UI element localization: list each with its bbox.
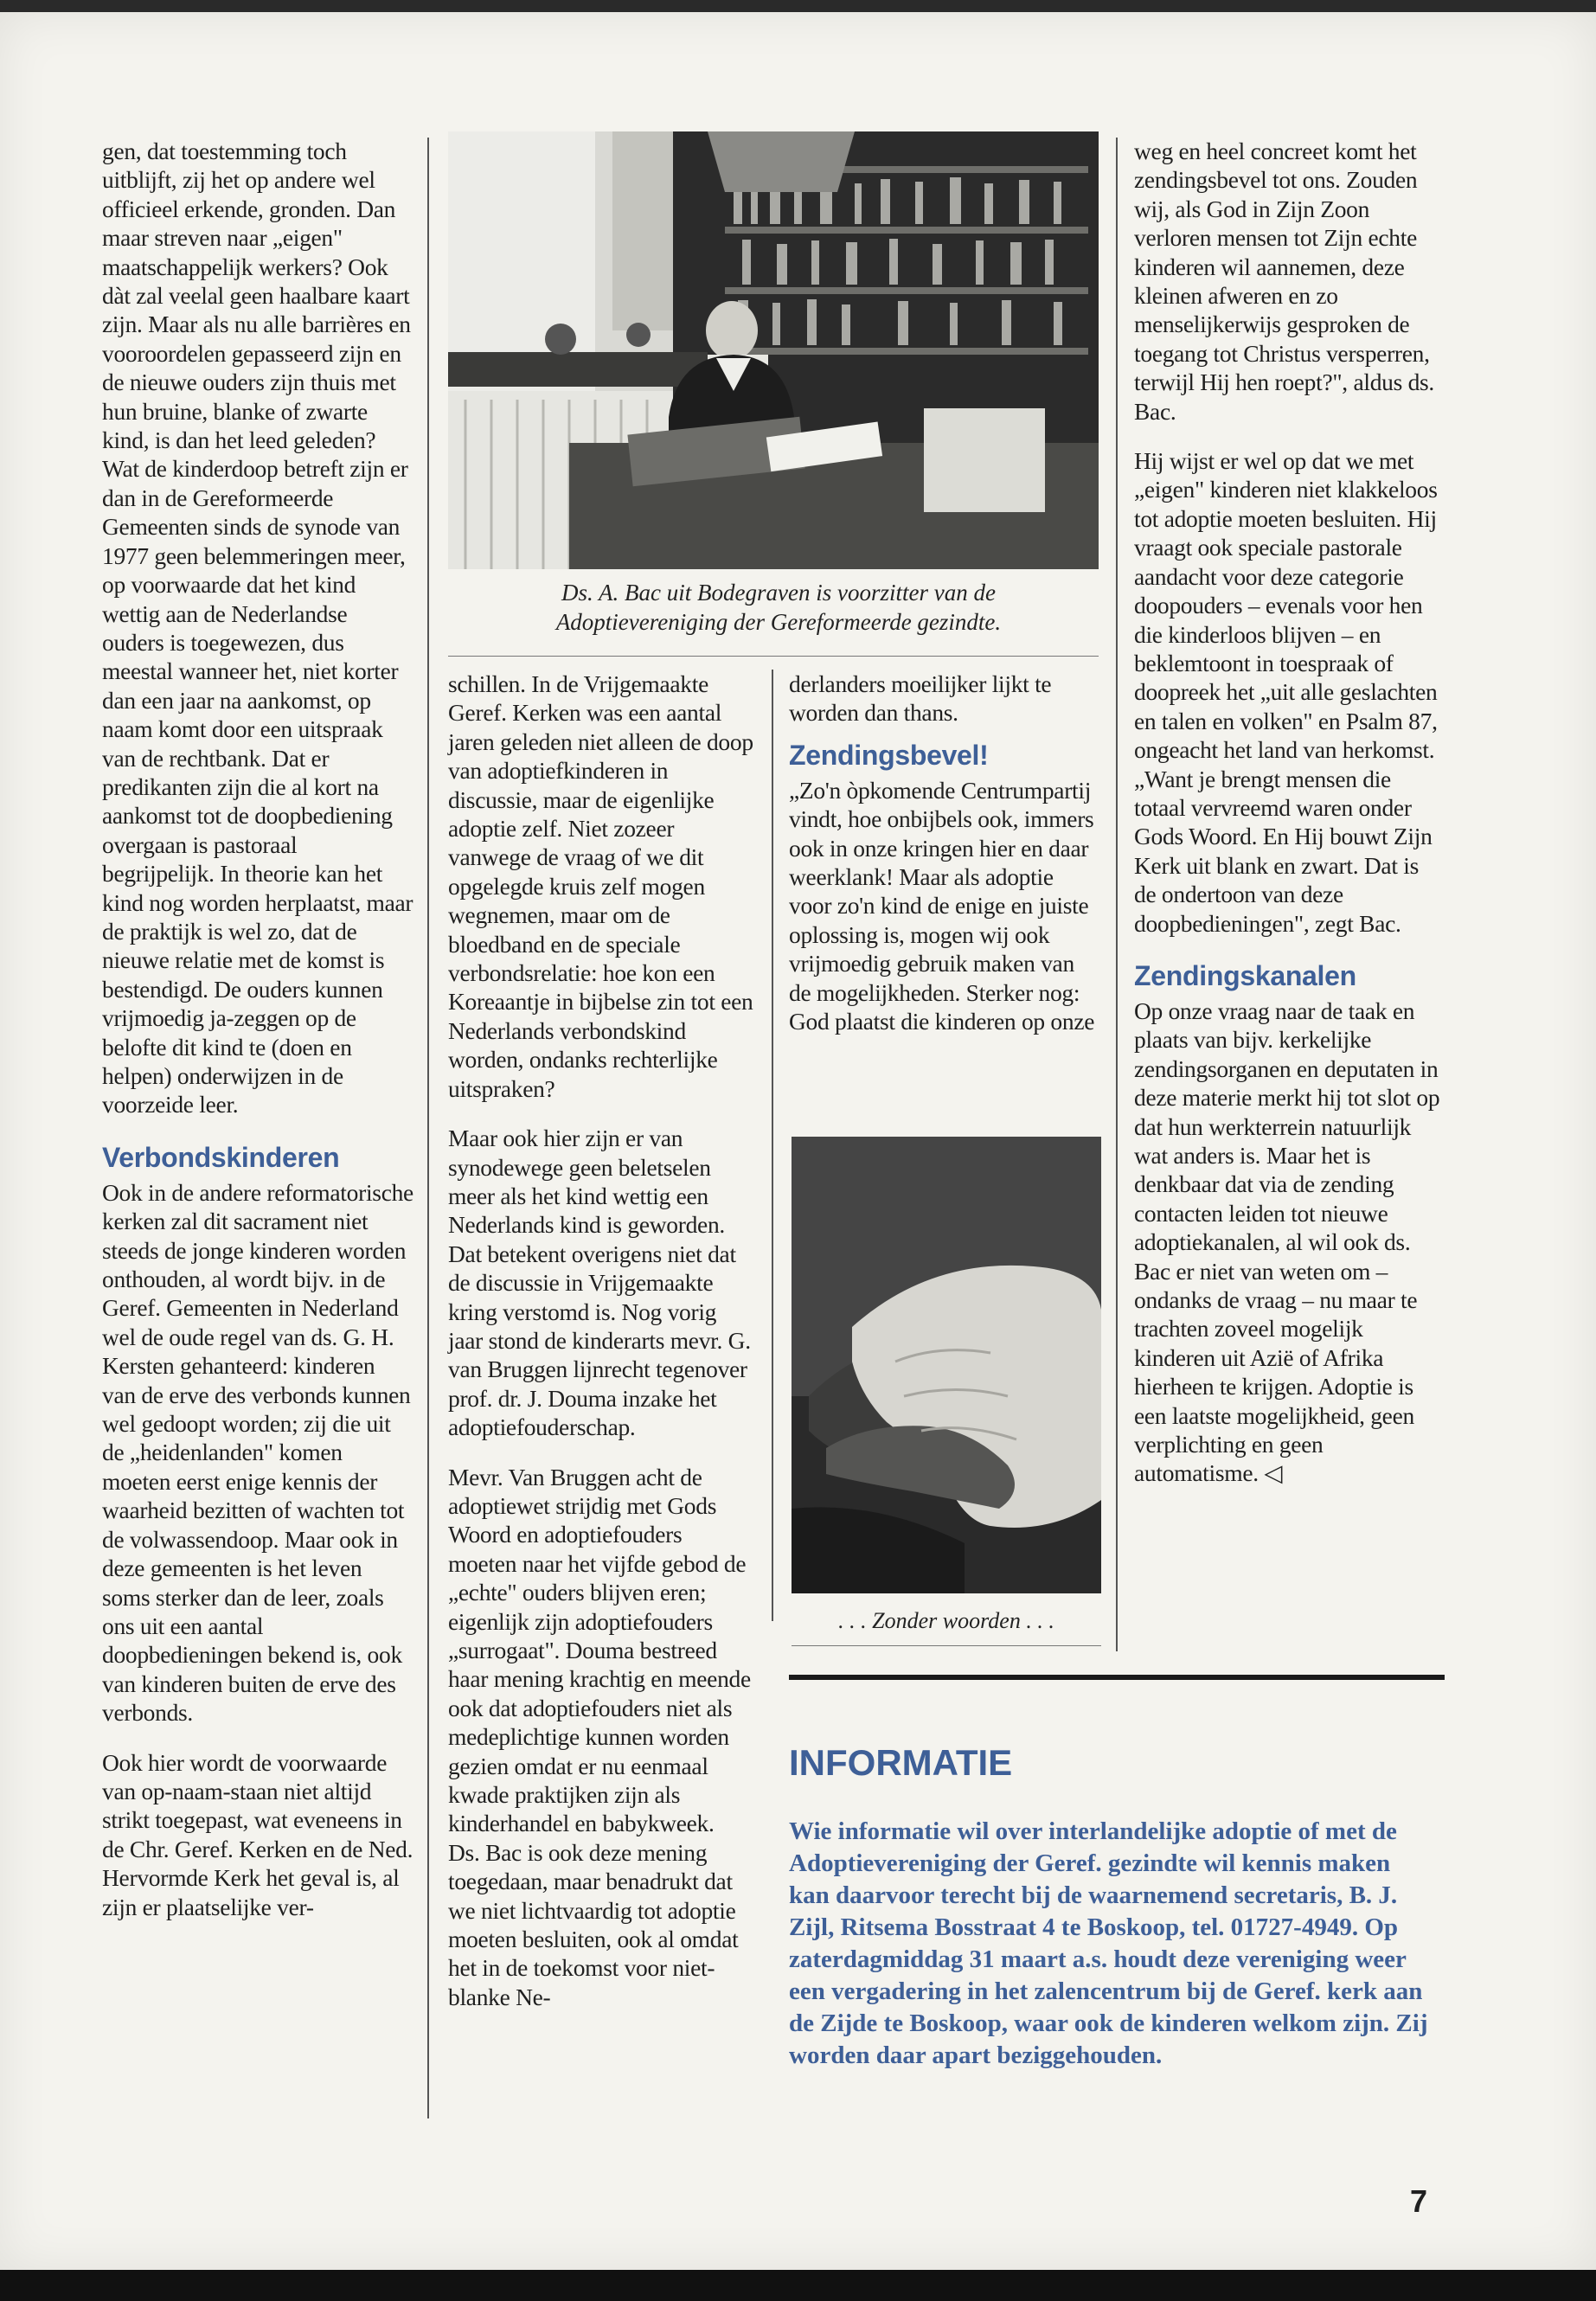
photo-hands (792, 1137, 1101, 1593)
col1-paragraph-2: Ook in de andere reformatorische kerken zal dit sacrament niet steeds de jonge kinderen worden onthouden, al wordt bijv. in de Geref. Gemeenten in Nederland wel de oude regel van ds. G. H. Kersten gehanteerd: kinderen van de erve des verbonds kunnen wel gedoopt worden; zij die uit de „heidenlanden" komen moeten eerst enige kennis der waarheid bezitten of wachten tot de volwassendoop. Maar ook in deze gemeenten is het leven soms sterker dan de leer, zoals ons uit een aantal doopbedieningen bekend is, ook van kinderen buiten de erve des verbonds. (102, 1178, 413, 1727)
col4-paragraph-3: Op onze vraag naar de taak en plaats van bijv. kerkelijke zendingsorganen en deputaten in deze materie merkt hij tot slot op dat hun werkterrein natuurlijk wat anders is. Maar het is denkbaar dat via de zending contacten leiden tot nieuwe adoptiekanalen, al wil ook ds. Bac er niet van weten om – ondanks de vraag – nu maar te trachten zoveel mogelijk kinderen uit Azië of Afrika hierheen te krijgen. Adoptie is een laatste mogelijkheid, geen verplichting en geen automatisme. ◁ (1134, 997, 1440, 1487)
col2-paragraph-1: schillen. In de Vrijgemaakte Geref. Kerken was een aantal jaren geleden niet alleen de doop van adoptiefkinderen in discussie, maar de eigenlijke adoptie zelf. Niet zozeer vanwege de vraag of we dit opgelegde kruis zelf mogen wegnemen, maar om de bloedband en de speciale verbondsrelatie: hoe kon een Koreaantje in bijbelse zin tot een Nederlands verbondskind worden, ondanks rechterlijke uitspraken? (448, 670, 753, 1102)
column-4 (1134, 137, 1445, 1509)
col3-paragraph-1: derlanders moeilijker lijkt te worden dan thans. (789, 670, 1052, 727)
info-title: INFORMATIE (789, 1742, 1013, 1783)
column-divider-3 (1116, 138, 1118, 1651)
column-3 (789, 670, 1100, 1056)
col2-paragraph-4: Ds. Bac is ook deze mening toegedaan, maar benadrukt dat we niet lichtvaardig tot adoptie moeten besluiten, ook al omdat het in de toekomst voor niet-blanke Ne- (448, 1838, 739, 2010)
caption-rule (448, 656, 1099, 657)
column-2 (448, 670, 756, 2032)
pastor-study-image (448, 131, 1099, 569)
col2-paragraph-3: Mevr. Van Bruggen acht de adoptiewet strijdig met Gods Woord en adoptiefouders moeten naar het vijfde gebod de „echte" ouders blijven eren; eigenlijk zijn adoptiefouders „surrogaat". Douma bestreed haar mening krachtig en meende ook dat adoptiefouders niet als medeplichtige kunnen worden gezien omdat er nu eenmaal kwade praktijken zijn als kinderhandel en babykweek. (448, 1463, 751, 1837)
col4-paragraph-2: Hij wijst er wel op dat we met „eigen" kinderen niet klakkeloos tot adoptie moeten besluiten. Hij vraagt ook speciale pastorale aandacht voor deze categorie doopouders – evenals voor hen die kinderloos blijven – en beklemtoont in toespraak of doopreek het „uit alle geslachten en talen en volken" en Psalm 87, ongeacht het land van herkomst. „Want je brengt mensen die totaal vervreemd waren onder Gods Woord. En Hij bouwt Zijn Kerk uit blank en zwart. Dat is de ondertoon van deze doopbedieningen", zegt Bac. (1134, 447, 1438, 937)
heading-zendingsbevel: Zendingsbevel! (789, 739, 989, 771)
column-divider-1 (427, 138, 429, 2118)
heading-zendingskanalen: Zendingskanalen (1134, 959, 1356, 991)
info-rule (789, 1675, 1445, 1680)
heading-verbondskinderen: Verbondskinderen (102, 1141, 340, 1173)
photo-hands-caption: . . . Zonder woorden . . . (838, 1608, 1054, 1633)
col1-paragraph-1: gen, dat toestemming toch uitblijft, zij het op andere wel officieel erkende, gronden. Dan maar streven naar „eigen" maatschappelijk werkers? Ook dàt zal veelal geen haalbare kaart zijn. Maar als nu alle barrières en vooroordelen gepasseerd zijn en de nieuwe ouders zijn thuis met hun bruine, blanke of zwarte kind, is dan het leed geleden? Wat de kinderdoop betreft zijn er dan in de Gereformeerde Gemeenten sinds de synode van 1977 geen belemmeringen meer, op voorwaarde dat het kind wettig aan de Nederlandse ouders is toegewezen, dus meestal wanneer het, niet korter dan een jaar na aankomst, op naam komt door een uitspraak van de rechtbank. Dat er predikanten zijn die al kort na aankomst tot de doopbediening overgaan is pastoraal begrijpelijk. In theorie kan het kind nog worden herplaatst, maar de praktijk is wel zo, dat de nieuwe relatie met de komst is bestendigd. De ouders kunnen vrijmoedig ja-zeggen op de belofte dit kind te (doen en helpen) onderwijzen in de voorzeide leer. (102, 138, 413, 1118)
column-divider-2 (772, 670, 773, 1621)
photo-pastor-study (448, 131, 1099, 569)
magazine-page (0, 12, 1596, 2270)
hands-image (792, 1137, 1101, 1593)
col4-paragraph-1: weg en heel concreet komt het zendingsbevel tot ons. Zouden wij, als God in Zijn Zoon verloren mensen tot Zijn echte kinderen wil aannemen, deze kleinen afweren en zo menselijkerwijs gesproken de toegang tot Christus versperren, terwijl Hij hen roept?", aldus ds. Bac. (1134, 138, 1434, 425)
page-number: 7 (1410, 2183, 1428, 2219)
info-text: Wie informatie wil over interlandelijke adoptie of met de Adoptievereniging der Geref. gezindte wil kennis maken kan daarvoor terecht bij de waarnemend secretaris, B. J. Zijl, Ritsema Bosstraat 4 te Boskoop, tel. 01727-4949. Op zaterdagmiddag 31 maart a.s. houdt deze vereniging weer een vergadering in het zalencentrum bij de Geref. kerk aan de Zijde te Boskoop, waar ook de kinderen welkom zijn. Zij worden daar apart beziggehouden. (789, 1817, 1428, 2069)
column-1 (102, 137, 413, 1942)
col2-paragraph-2: Maar ook hier zijn er van synodewege geen beletselen meer als het kind wettig een Nederlands kind is geworden. Dat betekent overigens niet dat de discussie in Vrijgemaakte kring verstomd is. Nog vorig jaar stond de kinderarts mevr. G. van Bruggen lijnrecht tegenover prof. dr. J. Douma inzake het adoptiefouderschap. (448, 1125, 751, 1441)
hands-caption-rule (792, 1645, 1101, 1646)
photo-pastor-caption: Ds. A. Bac uit Bodegraven is voorzitter van de Adoptievereniging der Gereformeerde gezindte. (555, 580, 1002, 635)
col1-paragraph-3: Ook hier wordt de voorwaarde van op-naam-staan niet altijd strikt toegepast, wat eveneens in de Chr. Geref. Kerken en de Ned. Hervormde Kerk het geval is, al zijn er plaatselijke ver- (102, 1748, 413, 1920)
col3-paragraph-2: „Zo'n òpkomende Centrumpartij vindt, hoe onbijbels ook, immers ook in onze kringen hier en daar weerklank! Maar als adoptie voor zo'n kind de enige en juiste oplossing is, mogen wij ook vrijmoedig gebruik maken van de mogelijkheden. Sterker nog: God plaatst die kinderen op onze (789, 776, 1095, 1035)
scan-border (0, 2270, 1596, 2301)
